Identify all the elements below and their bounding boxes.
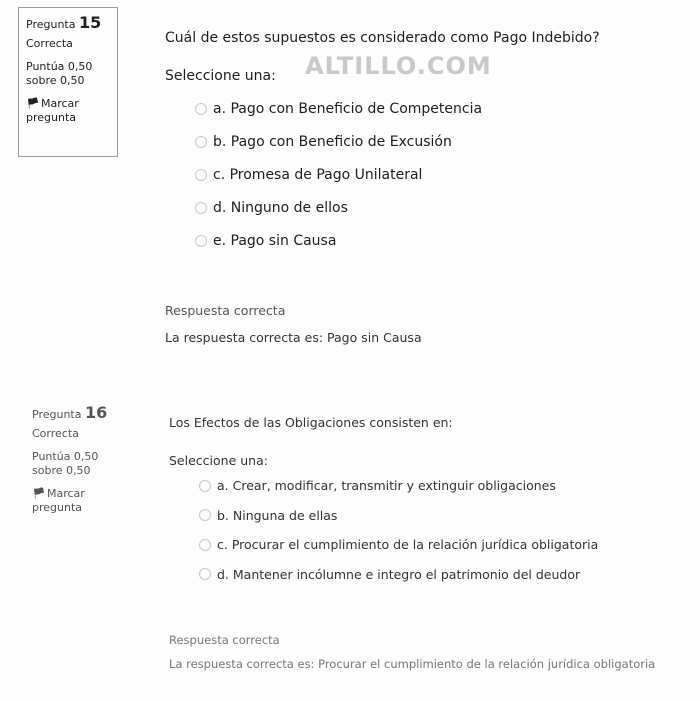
question-label: Pregunta — [26, 18, 76, 31]
answer-option-d[interactable] — [195, 191, 600, 224]
feedback-answer: La respuesta correcta es: Pago sin Causa — [165, 330, 422, 345]
question-number-value: 15 — [78, 13, 102, 32]
flag-icon: 🏴︎ — [32, 487, 46, 500]
feedback-title: Respuesta correcta — [165, 303, 286, 318]
option-label: c. Procurar el cumplimiento de la relación jurídica obligatoria — [217, 537, 599, 553]
flag-label-1: Marcar — [41, 97, 79, 110]
select-label: Seleccione una: — [169, 453, 268, 468]
answer-option-c[interactable] — [199, 530, 655, 560]
question-text: Los Efectos de las Obligaciones consisten en: — [169, 415, 453, 430]
select-label: Seleccione una: — [165, 68, 276, 84]
radio-e[interactable] — [195, 235, 207, 247]
question-status: Correcta — [26, 37, 73, 50]
feedback-title: Respuesta correcta — [169, 633, 280, 647]
score-line-2: sobre 0,50 — [26, 74, 85, 87]
question-16-info — [28, 402, 124, 536]
question-16 — [169, 415, 655, 671]
radio-d[interactable] — [195, 202, 207, 214]
radio-d[interactable] — [199, 568, 211, 580]
question-number-value: 16 — [84, 403, 108, 422]
flag-label-2: pregunta — [32, 501, 83, 514]
feedback-answer: La respuesta correcta es: Procurar el cumplimiento de la relación jurídica obligatoria — [169, 657, 656, 671]
option-label: a. Pago con Beneficio de Competencia — [213, 100, 483, 117]
option-label: e. Pago sin Causa — [213, 232, 337, 249]
radio-b[interactable] — [195, 136, 207, 148]
flag-label-2: pregunta — [26, 111, 77, 124]
option-label: d. Ninguno de ellos — [213, 199, 348, 216]
radio-a[interactable] — [199, 480, 211, 492]
answer-options — [165, 92, 600, 257]
radio-b[interactable] — [199, 509, 211, 521]
radio-c[interactable] — [195, 169, 207, 181]
flag-question-button[interactable] — [26, 97, 117, 111]
option-label: b. Ninguna de ellas — [217, 507, 338, 523]
question-label: Pregunta — [32, 408, 82, 421]
answer-option-a[interactable] — [199, 471, 655, 501]
question-number — [26, 13, 117, 32]
option-label: a. Crear, modificar, transmitir y extinguir obligaciones — [217, 478, 556, 494]
radio-a[interactable] — [195, 103, 207, 115]
flag-label-1: Marcar — [47, 487, 85, 500]
question-status: Correcta — [32, 427, 79, 440]
answer-option-a[interactable] — [195, 92, 600, 125]
question-text: Cuál de estos supuestos es considerado como Pago Indebido? — [165, 30, 600, 46]
option-label: c. Promesa de Pago Unilateral — [213, 166, 423, 183]
answer-option-d[interactable] — [199, 560, 655, 590]
option-label: d. Mantener incólumne e integro el patrimonio del deudor — [217, 566, 581, 582]
question-score — [32, 450, 124, 478]
answer-options — [169, 471, 655, 589]
answer-option-b[interactable] — [199, 501, 655, 531]
question-number — [32, 403, 124, 422]
answer-option-c[interactable] — [195, 158, 600, 191]
answer-option-e[interactable] — [195, 224, 600, 257]
score-line-2: sobre 0,50 — [32, 464, 91, 477]
watermark: ALTILLO.COM — [305, 52, 492, 80]
score-line-1: Puntúa 0,50 — [26, 60, 93, 73]
question-15-info — [18, 7, 118, 157]
flag-question-button[interactable] — [32, 487, 124, 501]
score-line-1: Puntúa 0,50 — [32, 450, 99, 463]
radio-c[interactable] — [199, 539, 211, 551]
option-label: b. Pago con Beneficio de Excusión — [213, 133, 452, 150]
question-score — [26, 60, 117, 88]
flag-icon: 🏴︎ — [26, 97, 40, 110]
answer-option-b[interactable] — [195, 125, 600, 158]
